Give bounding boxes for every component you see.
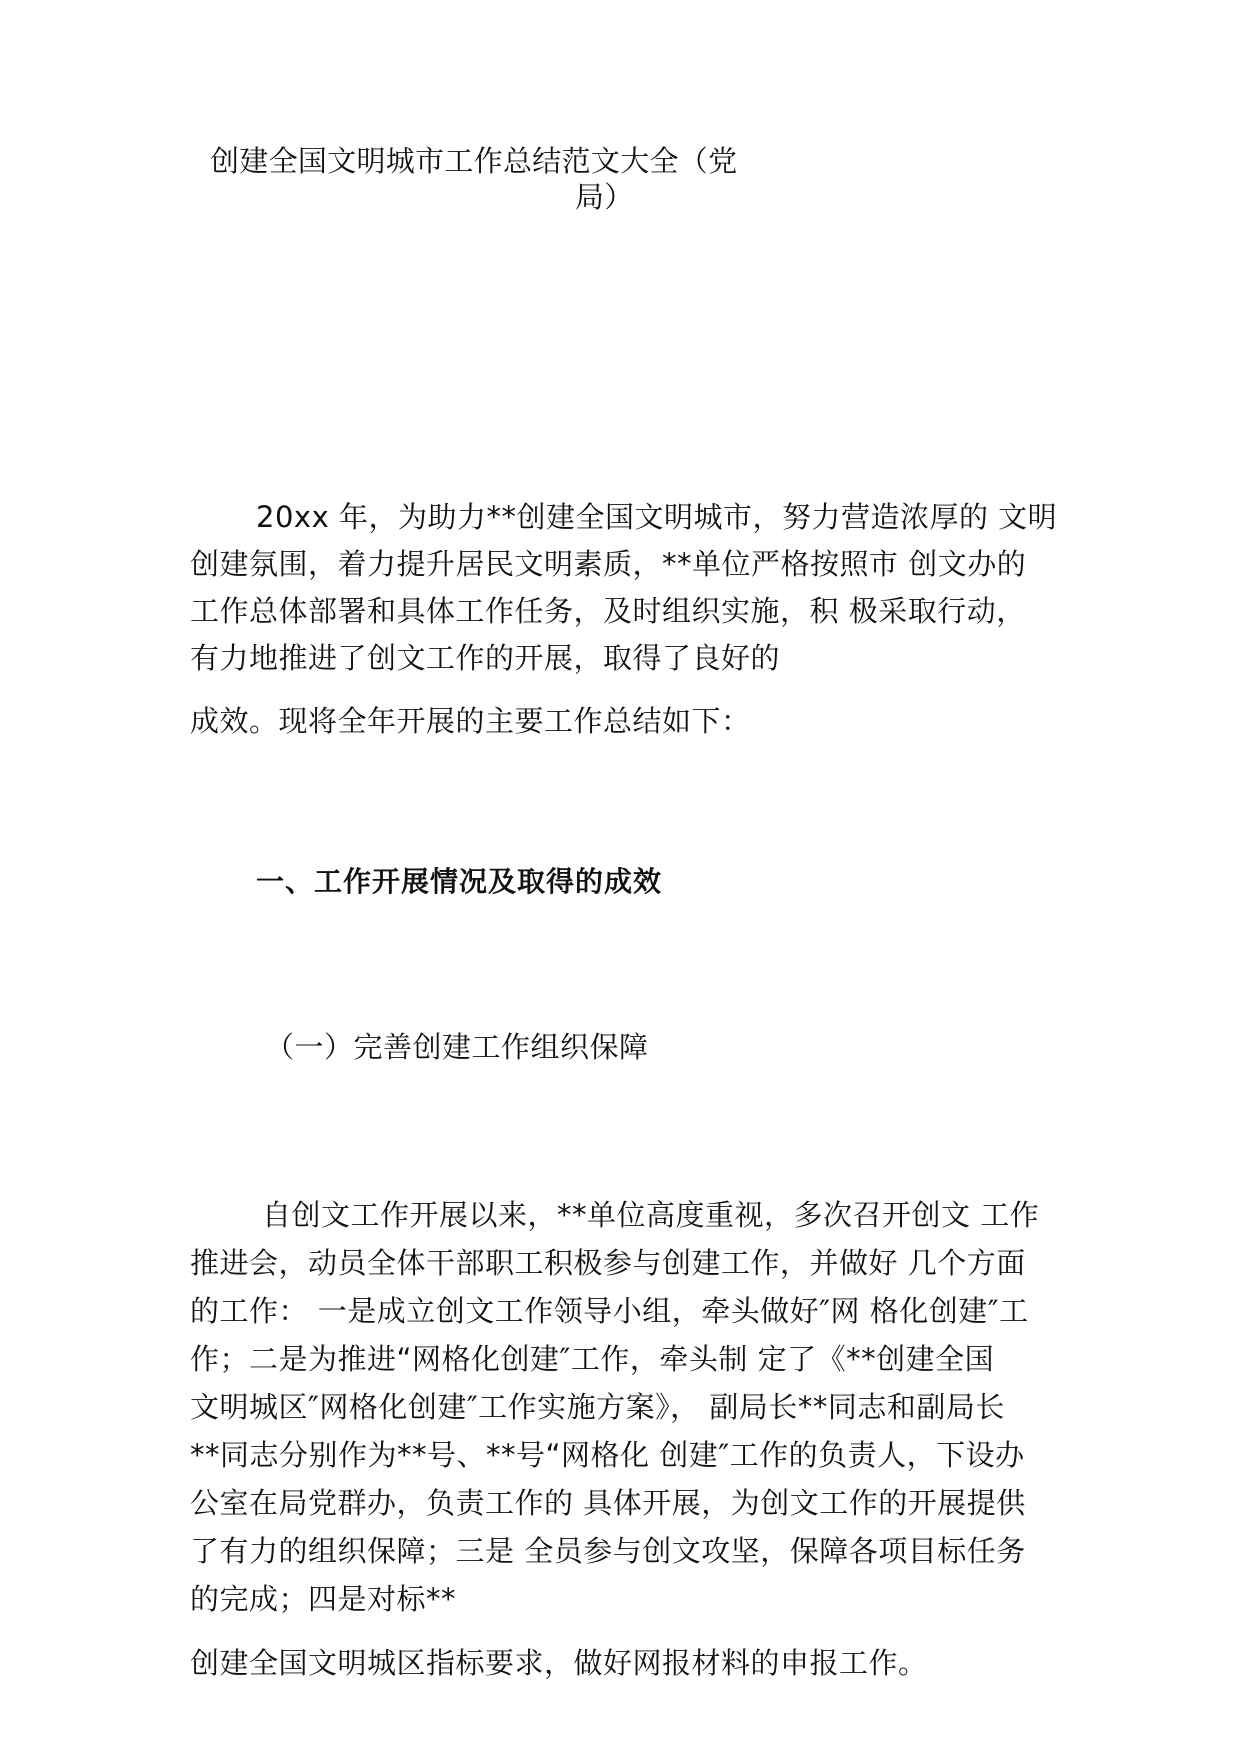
section-heading: 一、工作开展情况及取得的成效 — [256, 865, 663, 898]
body-line: 推进会，动员全体干部职工积极参与创建工作，并做好 几个方面 — [190, 1246, 1026, 1280]
intro-line: 创建氛围，着力提升居民文明素质，**单位严格按照市 创文办的 — [190, 547, 1027, 581]
body-line: 公室在局党群办，负责工作的 具体开展，为创文工作的开展提供 — [190, 1486, 1026, 1520]
document-title-line-1: 创建全国文明城市工作总结范文大全（党 — [210, 144, 738, 178]
body-line: 的工作： 一是成立创文工作领导小组，牵头做好″网 格化创建″工 — [190, 1294, 1029, 1328]
intro-line: 20xx 年，为助力**创建全国文明城市，努力营造浓厚的 文明 — [256, 500, 1058, 534]
body-line: 的完成；四是对标** — [190, 1582, 457, 1616]
document-title-line-2: 局） — [575, 180, 634, 214]
body-line: 自创文工作开展以来，**单位高度重视，多次召开创文 工作 — [262, 1198, 1040, 1232]
intro-line: 成效。现将全年开展的主要工作总结如下： — [190, 704, 751, 738]
intro-line: 工作总体部署和具体工作任务，及时组织实施，积 极采取行动， — [190, 594, 1026, 628]
body-line: 创建全国文明城区指标要求，做好网报材料的申报工作。 — [190, 1646, 928, 1680]
intro-line: 有力地推进了创文工作的开展，取得了良好的 — [190, 641, 781, 675]
body-line: 文明城区″网格化创建″工作实施方案》， 副局长**同志和副局长 — [190, 1390, 1005, 1424]
body-line: **同志分别作为**号、**号“网格化 创建″工作的负责人，下设办 — [190, 1438, 1025, 1472]
body-line: 了有力的组织保障；三是 全员参与创文攻坚，保障各项目标任务 — [190, 1534, 1026, 1568]
subsection-heading: （一）完善创建工作组织保障 — [265, 1030, 649, 1064]
body-line: 作；二是为推进“网格化创建″工作，牵头制 定了《**创建全国 — [190, 1342, 995, 1376]
